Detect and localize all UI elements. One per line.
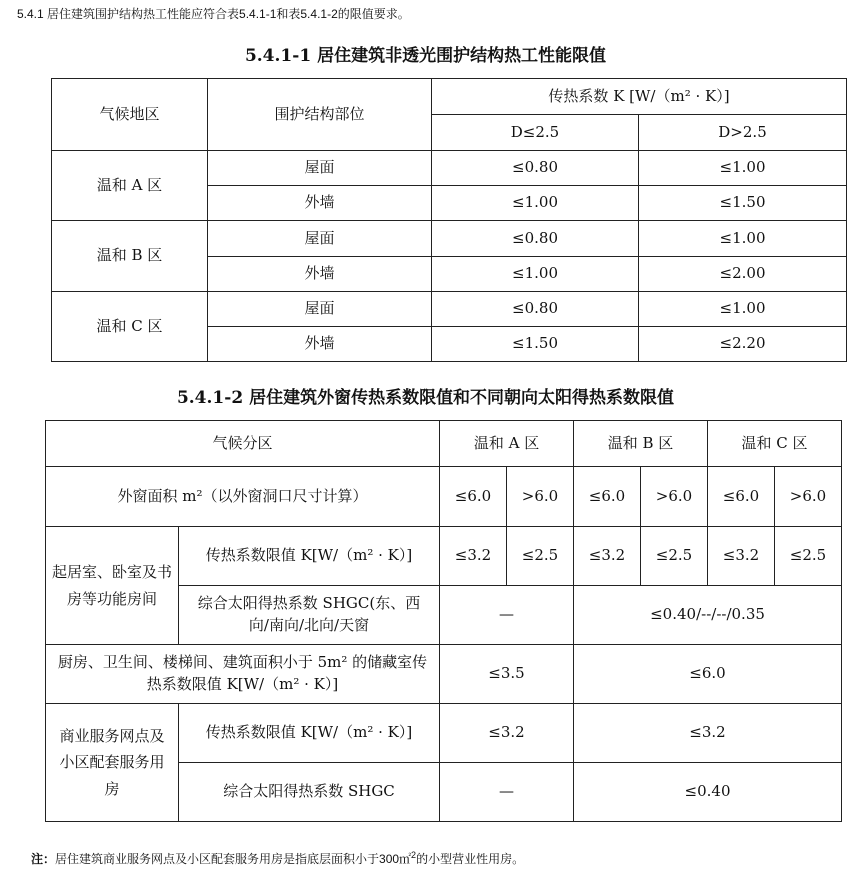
value-cell: ≤3.2 bbox=[708, 527, 775, 586]
note-prefix: 注： bbox=[31, 852, 56, 866]
value-cell: >6.0 bbox=[507, 467, 574, 527]
value-cell: — bbox=[440, 763, 574, 822]
value-cell: ≤1.00 bbox=[639, 151, 847, 186]
value-cell: ≤1.50 bbox=[639, 186, 847, 221]
bedroom-label: 起居室、卧室及书房等功能房间 bbox=[46, 527, 179, 645]
kitchen-label: 厨房、卫生间、楼梯间、建筑面积小于 5m² 的储藏室传热系数限值 K[W/（m² · K）] bbox=[46, 645, 440, 704]
value-cell: ≤3.2 bbox=[574, 704, 842, 763]
value-cell: ≤0.80 bbox=[432, 151, 639, 186]
value-cell: ≤3.2 bbox=[440, 704, 574, 763]
window-area-label: 外窗面积 m²（以外窗洞口尺寸计算） bbox=[46, 467, 440, 527]
k-limit-label: 传热系数限值 K[W/（m² · K）] bbox=[179, 704, 440, 763]
header-d-low: D≤2.5 bbox=[432, 115, 639, 151]
k-limit-label: 传热系数限值 K[W/（m² · K）] bbox=[179, 527, 440, 586]
header-climate-zone: 气候分区 bbox=[46, 421, 440, 467]
value-cell: ≤2.5 bbox=[641, 527, 708, 586]
note-text: 居住建筑商业服务网点及小区配套服务用房是指底层面积小于300㎡ bbox=[55, 852, 412, 866]
value-cell: ≤2.5 bbox=[507, 527, 574, 586]
shgc-direction-label: 综合太阳得热系数 SHGC(东、西向/南向/北向/天窗 bbox=[179, 586, 440, 645]
value-cell: ≤1.00 bbox=[432, 257, 639, 292]
value-cell: ≤1.00 bbox=[432, 186, 639, 221]
intro-text: 5.4.1 居住建筑围护结构热工性能应符合表5.4.1-1和表5.4.1-2的限值要求。 bbox=[17, 7, 410, 21]
value-cell: ≤0.80 bbox=[432, 221, 639, 257]
table-opaque-envelope bbox=[51, 78, 847, 362]
table2-title: 5.4.1-2 居住建筑外窗传热系数限值和不同朝向太阳得热系数限值 bbox=[176, 388, 675, 408]
value-cell: ≤6.0 bbox=[574, 467, 641, 527]
value-cell: ≤2.5 bbox=[775, 527, 842, 586]
table1-title: 5.4.1-1 居住建筑非透光围护结构热工性能限值 bbox=[244, 46, 607, 66]
value-cell: — bbox=[440, 586, 574, 645]
note-text-end: 的小型营业性用房。 bbox=[416, 852, 525, 866]
part-cell: 屋面 bbox=[208, 221, 432, 257]
footnote bbox=[31, 850, 524, 867]
value-cell: ≤6.0 bbox=[574, 645, 842, 704]
value-cell: ≤1.00 bbox=[639, 292, 847, 327]
part-cell: 屋面 bbox=[208, 292, 432, 327]
value-cell: ≤0.40/--/--/0.35 bbox=[574, 586, 842, 645]
commercial-label: 商业服务网点及小区配套服务用房 bbox=[46, 704, 179, 822]
table-window-limits bbox=[45, 420, 842, 822]
header-zone-a: 温和 A 区 bbox=[440, 421, 574, 467]
value-cell: >6.0 bbox=[775, 467, 842, 527]
value-cell: ≤0.80 bbox=[432, 292, 639, 327]
value-cell: ≤3.5 bbox=[440, 645, 574, 704]
value-cell: ≤6.0 bbox=[708, 467, 775, 527]
zone-a-label: 温和 A 区 bbox=[52, 151, 208, 221]
value-cell: ≤2.20 bbox=[639, 327, 847, 362]
value-cell: >6.0 bbox=[641, 467, 708, 527]
part-cell: 外墙 bbox=[208, 186, 432, 221]
value-cell: ≤6.0 bbox=[440, 467, 507, 527]
value-cell: ≤0.40 bbox=[574, 763, 842, 822]
header-k: 传热系数 K [W/（m² · K）] bbox=[432, 79, 847, 115]
value-cell: ≤1.00 bbox=[639, 221, 847, 257]
shgc-label: 综合太阳得热系数 SHGC bbox=[179, 763, 440, 822]
value-cell: ≤3.2 bbox=[574, 527, 641, 586]
value-cell: ≤3.2 bbox=[440, 527, 507, 586]
header-d-high: D>2.5 bbox=[639, 115, 847, 151]
zone-c-label: 温和 C 区 bbox=[52, 292, 208, 362]
value-cell: ≤2.00 bbox=[639, 257, 847, 292]
part-cell: 外墙 bbox=[208, 327, 432, 362]
header-zone-c: 温和 C 区 bbox=[708, 421, 842, 467]
part-cell: 外墙 bbox=[208, 257, 432, 292]
header-climate-zone: 气候地区 bbox=[52, 79, 208, 151]
header-envelope-part: 围护结构部位 bbox=[208, 79, 432, 151]
part-cell: 屋面 bbox=[208, 151, 432, 186]
note-sup: 2 bbox=[411, 850, 417, 860]
zone-b-label: 温和 B 区 bbox=[52, 221, 208, 292]
header-zone-b: 温和 B 区 bbox=[574, 421, 708, 467]
value-cell: ≤1.50 bbox=[432, 327, 639, 362]
